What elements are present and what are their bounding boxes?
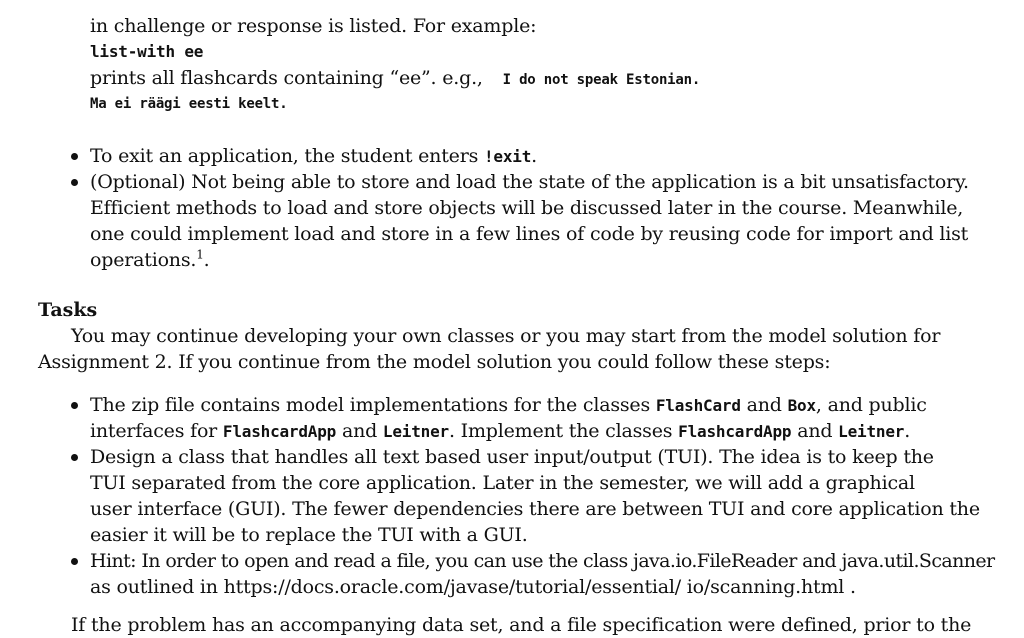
list-item-zip-line (90, 418, 910, 445)
tasks-intro-line: Assignment 2. If you continue from the model solution you could follow these steps: (38, 351, 831, 373)
bullet-icon (71, 179, 78, 186)
tasks-intro-line: You may continue developing your own classes or you may start from the model solution for (71, 325, 941, 347)
list-item-zip-line (90, 392, 927, 419)
text-span: interfaces for (90, 420, 223, 442)
list-item-hint-line: Hint: In order to open and read a file, you can use the class java.io.FileReader and java.util.Scanner (90, 550, 995, 572)
bullet-icon (71, 402, 78, 409)
text-span: . Implement the classes (448, 420, 679, 442)
bullet-icon (71, 454, 78, 461)
code-example-command: list-with ee (90, 42, 204, 61)
list-item-exit (90, 143, 537, 170)
bullet-icon (71, 153, 78, 160)
class-name-leitner: Leitner (838, 422, 905, 441)
list-item-hint-line: as outlined in https://docs.oracle.com/javase/tutorial/essential/ io/scanning.html . (90, 576, 856, 598)
class-name-leitner: Leitner (382, 422, 449, 441)
text-span: , and public (815, 394, 927, 416)
class-name-flashcardapp: FlashcardApp (678, 422, 792, 441)
text-span: To exit an application, the student enters (90, 145, 484, 167)
bullet-icon (71, 558, 78, 565)
footnote-marker[interactable]: 1 (196, 247, 204, 262)
section-heading-tasks: Tasks (38, 299, 98, 321)
list-item-design-line: user interface (GUI). The fewer dependencies there are between TUI and core application the (90, 498, 980, 520)
cutoff-text-clip (71, 612, 972, 636)
text-span: and (791, 420, 839, 442)
example-output-2: Ma ei räägi eesti keelt. (90, 96, 288, 112)
list-item-optional-line: Efficient methods to load and store objects will be discussed later in the course. Meanwhile, (90, 197, 964, 219)
list-item-optional-line (90, 247, 210, 273)
class-name-box: Box (787, 396, 816, 415)
class-name-flashcard: FlashCard (655, 396, 741, 415)
text-span: . (904, 420, 911, 442)
text-span: . (203, 249, 210, 271)
list-item-design-line: easier it will be to replace the TUI with a GUI. (90, 524, 528, 546)
class-name-flashcardapp: FlashcardApp (222, 422, 337, 441)
list-item-optional-line: one could implement load and store in a few lines of code by reusing code for import and list (90, 223, 969, 245)
cutoff-text-line: If the problem has an accompanying data set, and a file specification were defined, prior to the (71, 614, 972, 636)
list-item-design-line: Design a class that handles all text based user input/output (TUI). The idea is to keep the (90, 446, 934, 468)
exit-command: !exit (483, 147, 532, 166)
list-item-optional-line: (Optional) Not being able to store and load the state of the application is a bit unsatisfactory. (90, 171, 969, 193)
text-span: prints all flashcards containing “ee”. e.g., (90, 67, 483, 89)
text-span: The zip file contains model implementations for the classes (90, 394, 656, 416)
text-span: operations. (90, 249, 197, 271)
text-line: in challenge or response is listed. For example: (90, 15, 537, 37)
text-span: . (531, 145, 537, 167)
list-item-design-line: TUI separated from the core application. Later in the semester, we will add a graphical (90, 472, 915, 494)
text-span: and (336, 420, 383, 442)
text-span: and (740, 394, 788, 416)
text-line (90, 65, 700, 93)
example-output-1: I do not speak Estonian. (502, 72, 701, 88)
